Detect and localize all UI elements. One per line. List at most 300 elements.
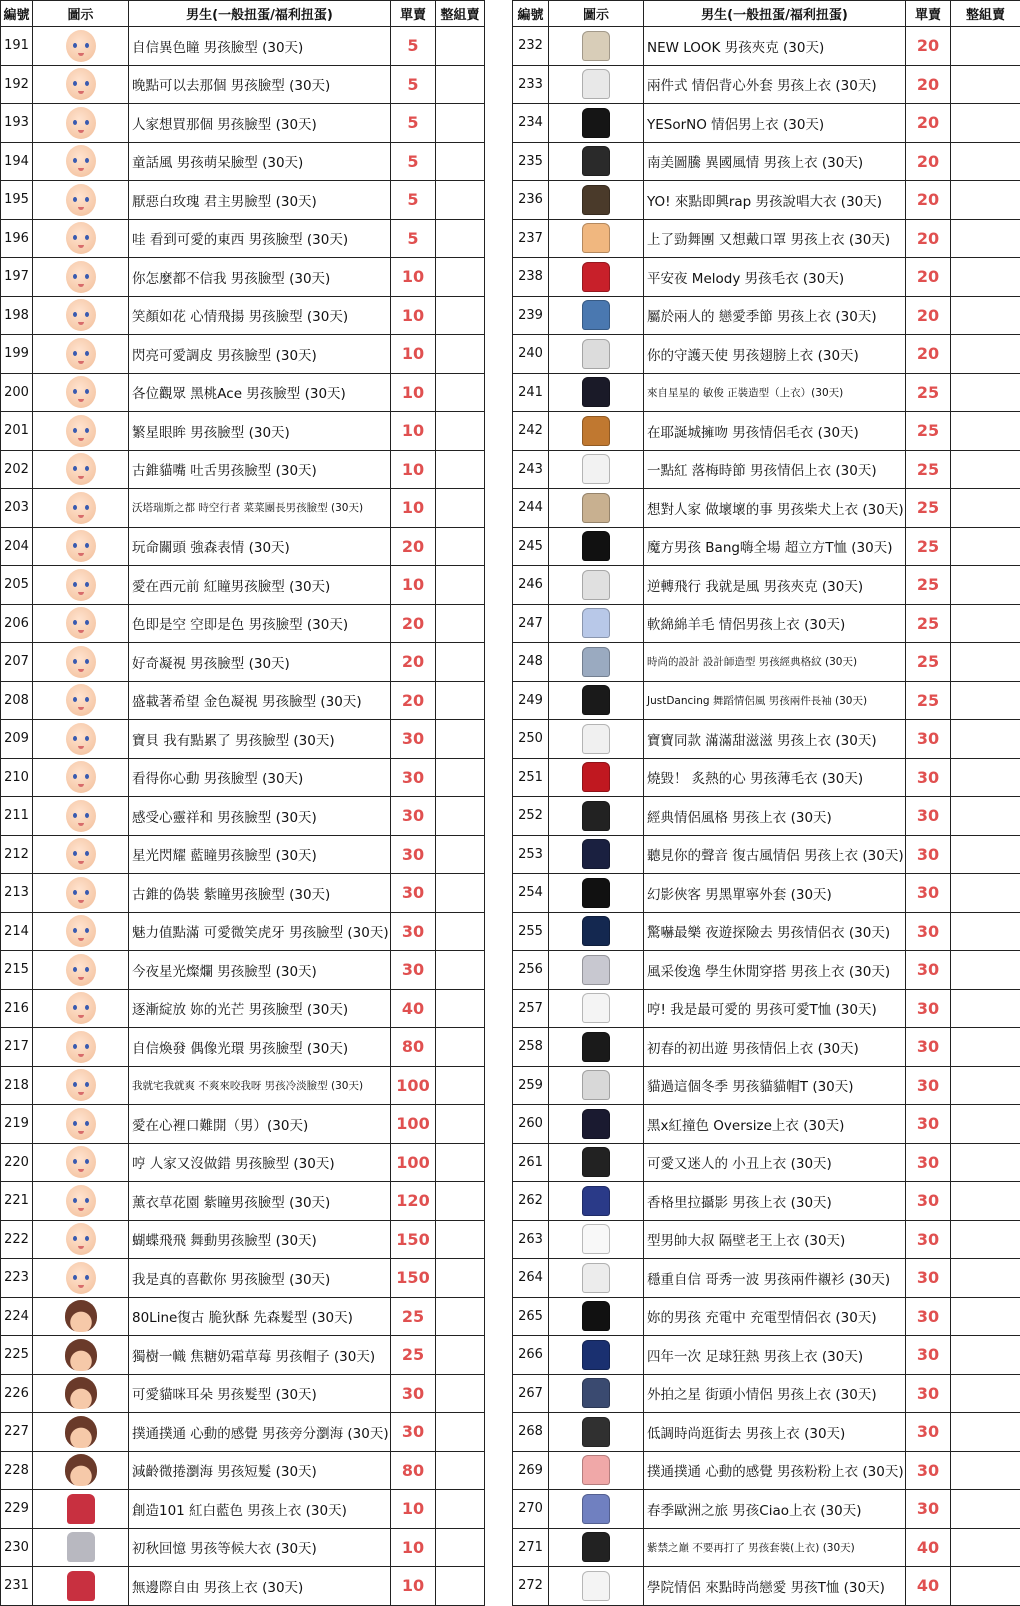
item-image-cell [33, 142, 129, 181]
item-number: 249 [513, 681, 549, 720]
item-image-cell [33, 373, 129, 412]
item-name: 來自星星的 敏俊 正裝造型（上衣）(30天) [644, 373, 906, 412]
item-number: 244 [513, 489, 549, 528]
item-name: 春季歐洲之旅 男孩Ciao上衣 (30天) [644, 1490, 906, 1529]
item-price: 20 [906, 104, 951, 143]
item-name: 逆轉飛行 我就是風 男孩夾克 (30天) [644, 566, 906, 605]
item-name: 玩命關頭 強森表情 (30天) [129, 527, 391, 566]
header-img: 圖示 [549, 1, 644, 27]
item-price: 30 [906, 1451, 951, 1490]
item-name: 人家想買那個 男孩臉型 (30天) [129, 104, 391, 143]
clothing-icon [582, 1263, 610, 1293]
item-number: 250 [513, 720, 549, 759]
hair-icon [65, 1454, 97, 1486]
table-row [1, 1182, 485, 1221]
face-icon [66, 184, 96, 216]
item-price: 30 [391, 1374, 436, 1413]
item-name: 自信異色瞳 男孩臉型 (30天) [129, 27, 391, 66]
item-name: 屬於兩人的 戀愛季節 男孩上衣 (30天) [644, 296, 906, 335]
item-price: 30 [906, 1413, 951, 1452]
item-image-cell [33, 258, 129, 297]
item-price: 20 [391, 527, 436, 566]
table-row [513, 1528, 1020, 1567]
item-image-cell [549, 835, 644, 874]
table-row [513, 219, 1020, 258]
table-row [513, 643, 1020, 682]
item-price: 25 [906, 527, 951, 566]
item-name: 可愛又迷人的 小丑上衣 (30天) [644, 1143, 906, 1182]
item-image-cell [549, 951, 644, 990]
item-name: 軟綿綿羊毛 情侶男孩上衣 (30天) [644, 604, 906, 643]
item-price: 120 [391, 1182, 436, 1221]
table-row [513, 1567, 1020, 1606]
item-price: 25 [906, 373, 951, 412]
table-row [1, 1567, 485, 1606]
item-number: 232 [513, 27, 549, 66]
table-row [513, 1413, 1020, 1452]
item-name: 黑x紅撞色 Oversize上衣 (30天) [644, 1105, 906, 1144]
item-price: 30 [906, 912, 951, 951]
item-number: 266 [513, 1336, 549, 1375]
item-number: 225 [1, 1336, 33, 1375]
item-image-cell [549, 527, 644, 566]
table-row [513, 720, 1020, 759]
hair-icon [65, 1416, 97, 1448]
header-num: 編號 [1, 1, 33, 27]
item-number: 272 [513, 1567, 549, 1606]
item-image-cell [33, 758, 129, 797]
item-number: 252 [513, 797, 549, 836]
item-name: 減齡微捲瀏海 男孩短髮 (30天) [129, 1451, 391, 1490]
table-row [1, 412, 485, 451]
item-set-price [951, 912, 1020, 951]
item-number: 265 [513, 1297, 549, 1336]
right-table [512, 0, 1020, 1606]
item-name: 寶寶同款 滿滿甜滋滋 男孩上衣 (30天) [644, 720, 906, 759]
item-name: 妳的男孩 充電中 充電型情侶衣 (30天) [644, 1297, 906, 1336]
item-name: 四年一次 足球狂熱 男孩上衣 (30天) [644, 1336, 906, 1375]
item-number: 251 [513, 758, 549, 797]
item-name: 聽見你的聲音 復古風情侶 男孩上衣 (30天) [644, 835, 906, 874]
item-set-price [436, 104, 485, 143]
clothing-icon [582, 1070, 610, 1100]
item-name: 燒毀！ 炙熱的心 男孩薄毛衣 (30天) [644, 758, 906, 797]
item-image-cell [33, 1259, 129, 1298]
table-row [1, 181, 485, 220]
item-set-price [951, 1066, 1020, 1105]
item-number: 192 [1, 65, 33, 104]
table-row [1, 720, 485, 759]
face-icon [66, 954, 96, 986]
table-row [513, 912, 1020, 951]
item-name: 一點紅 落梅時節 男孩情侶上衣 (30天) [644, 450, 906, 489]
item-number: 243 [513, 450, 549, 489]
table-row [513, 566, 1020, 605]
item-set-price [436, 1451, 485, 1490]
item-number: 245 [513, 527, 549, 566]
item-name: 色即是空 空即是色 男孩臉型 (30天) [129, 604, 391, 643]
clothing-icon [582, 454, 610, 484]
item-price: 10 [391, 412, 436, 451]
item-image-cell [549, 1413, 644, 1452]
item-price: 10 [391, 1490, 436, 1529]
item-set-price [951, 797, 1020, 836]
item-number: 227 [1, 1413, 33, 1452]
item-price: 30 [906, 835, 951, 874]
face-icon [66, 684, 96, 716]
item-name: 在耶誕城擁吻 男孩情侶毛衣 (30天) [644, 412, 906, 451]
item-name: 你怎麼都不信我 男孩臉型 (30天) [129, 258, 391, 297]
item-price: 30 [906, 1220, 951, 1259]
table-row [1, 681, 485, 720]
item-image-cell [33, 1374, 129, 1413]
table-row [513, 65, 1020, 104]
item-number: 242 [513, 412, 549, 451]
item-number: 217 [1, 1028, 33, 1067]
table-row [513, 258, 1020, 297]
table-row [1, 258, 485, 297]
item-name: 驚嚇最樂 夜遊探險去 男孩情侶衣 (30天) [644, 912, 906, 951]
item-price: 30 [906, 1490, 951, 1529]
item-price: 10 [391, 1528, 436, 1567]
clothing-icon [582, 416, 610, 446]
item-name: 可愛貓咪耳朵 男孩髮型 (30天) [129, 1374, 391, 1413]
item-price: 10 [391, 450, 436, 489]
item-set-price [436, 527, 485, 566]
item-price: 30 [906, 1143, 951, 1182]
item-price: 10 [391, 258, 436, 297]
item-price: 20 [906, 142, 951, 181]
item-image-cell [549, 104, 644, 143]
item-image-cell [33, 1413, 129, 1452]
item-number: 237 [513, 219, 549, 258]
item-price: 30 [906, 989, 951, 1028]
item-number: 208 [1, 681, 33, 720]
item-image-cell [33, 335, 129, 374]
header-set: 整組賣 [436, 1, 485, 27]
item-name: 愛在心裡口難開（男）(30天) [129, 1105, 391, 1144]
item-image-cell [549, 874, 644, 913]
item-image-cell [549, 989, 644, 1028]
clothing-icon [582, 1301, 610, 1331]
item-price: 40 [906, 1528, 951, 1567]
item-price: 5 [391, 219, 436, 258]
face-icon [66, 838, 96, 870]
item-number: 191 [1, 27, 33, 66]
table-row [513, 1105, 1020, 1144]
shirt-icon [67, 1494, 95, 1524]
item-price: 30 [906, 1374, 951, 1413]
clothing-icon [582, 377, 610, 407]
item-price: 20 [906, 219, 951, 258]
clothing-icon [582, 1378, 610, 1408]
item-price: 100 [391, 1066, 436, 1105]
item-set-price [436, 65, 485, 104]
item-name: 穩重自信 哥秀一波 男孩兩件襯衫 (30天) [644, 1259, 906, 1298]
clothing-icon [582, 223, 610, 253]
item-price: 30 [391, 720, 436, 759]
item-image-cell [33, 65, 129, 104]
item-name: 上了勁舞團 又想戴口罩 男孩上衣 (30天) [644, 219, 906, 258]
item-name: 哼 人家又沒做錯 男孩臉型 (30天) [129, 1143, 391, 1182]
table-row [1, 142, 485, 181]
table-row [1, 951, 485, 990]
face-icon [66, 607, 96, 639]
item-number: 226 [1, 1374, 33, 1413]
item-set-price [951, 65, 1020, 104]
item-name: 薰衣草花園 紫瞳男孩臉型 (30天) [129, 1182, 391, 1221]
table-row [513, 450, 1020, 489]
item-price: 25 [906, 643, 951, 682]
item-image-cell [549, 450, 644, 489]
header-name: 男生(一般扭蛋/福利扭蛋) [644, 1, 906, 27]
item-set-price [436, 1220, 485, 1259]
item-image-cell [549, 258, 644, 297]
table-row [513, 874, 1020, 913]
clothing-icon [582, 1571, 610, 1601]
item-number: 260 [513, 1105, 549, 1144]
item-set-price [951, 181, 1020, 220]
item-set-price [436, 1028, 485, 1067]
item-set-price [951, 566, 1020, 605]
item-set-price [951, 835, 1020, 874]
item-set-price [951, 489, 1020, 528]
item-number: 267 [513, 1374, 549, 1413]
item-set-price [951, 527, 1020, 566]
face-icon [66, 107, 96, 139]
item-set-price [951, 142, 1020, 181]
item-set-price [436, 1490, 485, 1529]
table-row [513, 1220, 1020, 1259]
item-name: 兩件式 情侶背心外套 男孩上衣 (30天) [644, 65, 906, 104]
item-set-price [436, 1105, 485, 1144]
item-set-price [951, 296, 1020, 335]
item-number: 194 [1, 142, 33, 181]
clothing-icon [582, 724, 610, 754]
item-image-cell [33, 1528, 129, 1567]
item-image-cell [549, 1182, 644, 1221]
face-icon [66, 492, 96, 524]
face-icon [66, 145, 96, 177]
item-image-cell [33, 1105, 129, 1144]
item-set-price [436, 1143, 485, 1182]
item-set-price [436, 1374, 485, 1413]
item-number: 211 [1, 797, 33, 836]
item-image-cell [549, 681, 644, 720]
item-set-price [951, 758, 1020, 797]
table-row [513, 412, 1020, 451]
clothing-icon [582, 955, 610, 985]
item-name: 撲通撲通 心動的感覺 男孩旁分瀏海 (30天) [129, 1413, 391, 1452]
table-row [1, 1336, 485, 1375]
item-number: 229 [1, 1490, 33, 1529]
table-row [1, 1413, 485, 1452]
header-price: 單賣 [391, 1, 436, 27]
item-number: 207 [1, 643, 33, 682]
clothing-icon [582, 762, 610, 792]
clothing-icon [582, 801, 610, 831]
face-icon [66, 1185, 96, 1217]
face-icon [66, 376, 96, 408]
item-name: 閃亮可愛調皮 男孩臉型 (30天) [129, 335, 391, 374]
item-price: 30 [391, 835, 436, 874]
item-set-price [436, 835, 485, 874]
clothing-icon [582, 878, 610, 908]
item-name: 風采俊逸 學生休閒穿搭 男孩上衣 (30天) [644, 951, 906, 990]
clothing-icon [582, 1340, 610, 1370]
item-set-price [436, 1297, 485, 1336]
item-image-cell [33, 296, 129, 335]
table-row [513, 527, 1020, 566]
item-number: 201 [1, 412, 33, 451]
item-price: 25 [906, 412, 951, 451]
item-set-price [951, 874, 1020, 913]
item-name: YESorNO 情侶男上衣 (30天) [644, 104, 906, 143]
table-row [1, 65, 485, 104]
item-number: 200 [1, 373, 33, 412]
clothing-icon [582, 262, 610, 292]
item-name: 創造101 紅白藍色 男孩上衣 (30天) [129, 1490, 391, 1529]
table-row [1, 604, 485, 643]
item-number: 219 [1, 1105, 33, 1144]
item-set-price [436, 412, 485, 451]
table-row [513, 489, 1020, 528]
item-image-cell [549, 1567, 644, 1606]
table-row [1, 758, 485, 797]
item-set-price [951, 1336, 1020, 1375]
left-header-row [1, 1, 485, 27]
item-price: 30 [906, 1297, 951, 1336]
item-set-price [951, 1182, 1020, 1221]
item-name: 低調時尚逛街去 男孩上衣 (30天) [644, 1413, 906, 1452]
hair-icon [65, 1377, 97, 1409]
item-set-price [951, 989, 1020, 1028]
item-image-cell [33, 681, 129, 720]
clothing-icon [582, 993, 610, 1023]
item-price: 10 [391, 566, 436, 605]
item-set-price [951, 1143, 1020, 1182]
item-set-price [951, 720, 1020, 759]
face-icon [66, 30, 96, 62]
item-name: 沃塔瑞斯之都 時空行者 菜菜團長男孩臉型 (30天) [129, 489, 391, 528]
face-icon [66, 222, 96, 254]
item-price: 20 [906, 181, 951, 220]
clothing-icon [582, 1032, 610, 1062]
item-image-cell [549, 27, 644, 66]
header-img: 圖示 [33, 1, 129, 27]
item-price: 20 [906, 296, 951, 335]
clothing-icon [582, 1109, 610, 1139]
item-name: 我就宅我就爽 不爽來咬我呀 男孩冷淡臉型 (30天) [129, 1066, 391, 1105]
clothing-icon [582, 185, 610, 215]
item-price: 5 [391, 142, 436, 181]
item-price: 80 [391, 1028, 436, 1067]
item-price: 30 [906, 874, 951, 913]
item-number: 257 [513, 989, 549, 1028]
table-row [513, 1259, 1020, 1298]
item-price: 10 [391, 335, 436, 374]
item-price: 5 [391, 104, 436, 143]
face-icon [66, 415, 96, 447]
item-image-cell [33, 489, 129, 528]
item-image-cell [33, 912, 129, 951]
item-name: 外拍之星 街頭小情侶 男孩上衣 (30天) [644, 1374, 906, 1413]
item-name: 紫禁之巔 不要再打了 男孩套裝(上衣) (30天) [644, 1528, 906, 1567]
face-icon [66, 915, 96, 947]
item-set-price [951, 951, 1020, 990]
item-set-price [951, 1259, 1020, 1298]
clothing-icon [582, 531, 610, 561]
item-image-cell [549, 1336, 644, 1375]
item-number: 224 [1, 1297, 33, 1336]
item-price: 10 [391, 296, 436, 335]
item-set-price [436, 1567, 485, 1606]
item-set-price [436, 797, 485, 836]
item-set-price [951, 1297, 1020, 1336]
item-price: 150 [391, 1259, 436, 1298]
item-name: 獨樹一幟 焦糖奶霜草莓 男孩帽子 (30天) [129, 1336, 391, 1375]
item-set-price [951, 1451, 1020, 1490]
cap-icon [65, 1339, 97, 1371]
table-row [513, 1336, 1020, 1375]
item-number: 239 [513, 296, 549, 335]
item-name: 學院情侶 來點時尚戀愛 男孩T恤 (30天) [644, 1567, 906, 1606]
item-number: 212 [1, 835, 33, 874]
face-icon [66, 338, 96, 370]
table-row [513, 835, 1020, 874]
item-name: 古錐的偽裝 紫瞳男孩臉型 (30天) [129, 874, 391, 913]
face-icon [66, 877, 96, 909]
coat-icon [67, 1532, 95, 1562]
item-price: 25 [391, 1336, 436, 1375]
header-price: 單賣 [906, 1, 951, 27]
item-number: 246 [513, 566, 549, 605]
item-number: 248 [513, 643, 549, 682]
item-image-cell [33, 1066, 129, 1105]
clothing-icon [582, 1186, 610, 1216]
item-name: 撲通撲通 心動的感覺 男孩粉粉上衣 (30天) [644, 1451, 906, 1490]
item-name: 愛在西元前 紅瞳男孩臉型 (30天) [129, 566, 391, 605]
item-set-price [436, 373, 485, 412]
item-image-cell [549, 219, 644, 258]
clothing-icon [582, 608, 610, 638]
item-set-price [436, 296, 485, 335]
table-row [1, 874, 485, 913]
item-name: 初春的初出遊 男孩情侶上衣 (30天) [644, 1028, 906, 1067]
item-price: 10 [391, 489, 436, 528]
item-image-cell [33, 1143, 129, 1182]
table-row [1, 1297, 485, 1336]
item-image-cell [549, 643, 644, 682]
clothing-icon [582, 916, 610, 946]
item-price: 150 [391, 1220, 436, 1259]
item-number: 271 [513, 1528, 549, 1567]
item-number: 220 [1, 1143, 33, 1182]
item-set-price [951, 1105, 1020, 1144]
item-number: 205 [1, 566, 33, 605]
header-set: 整組賣 [951, 1, 1020, 27]
face-icon [66, 1146, 96, 1178]
item-name: 平安夜 Melody 男孩毛衣 (30天) [644, 258, 906, 297]
item-set-price [436, 566, 485, 605]
item-name: 哼! 我是最可愛的 男孩可愛T恤 (30天) [644, 989, 906, 1028]
item-image-cell [549, 1451, 644, 1490]
item-set-price [436, 720, 485, 759]
item-image-cell [33, 643, 129, 682]
table-row [513, 1374, 1020, 1413]
item-name: 幻影俠客 男黑單寧外套 (30天) [644, 874, 906, 913]
item-image-cell [33, 450, 129, 489]
